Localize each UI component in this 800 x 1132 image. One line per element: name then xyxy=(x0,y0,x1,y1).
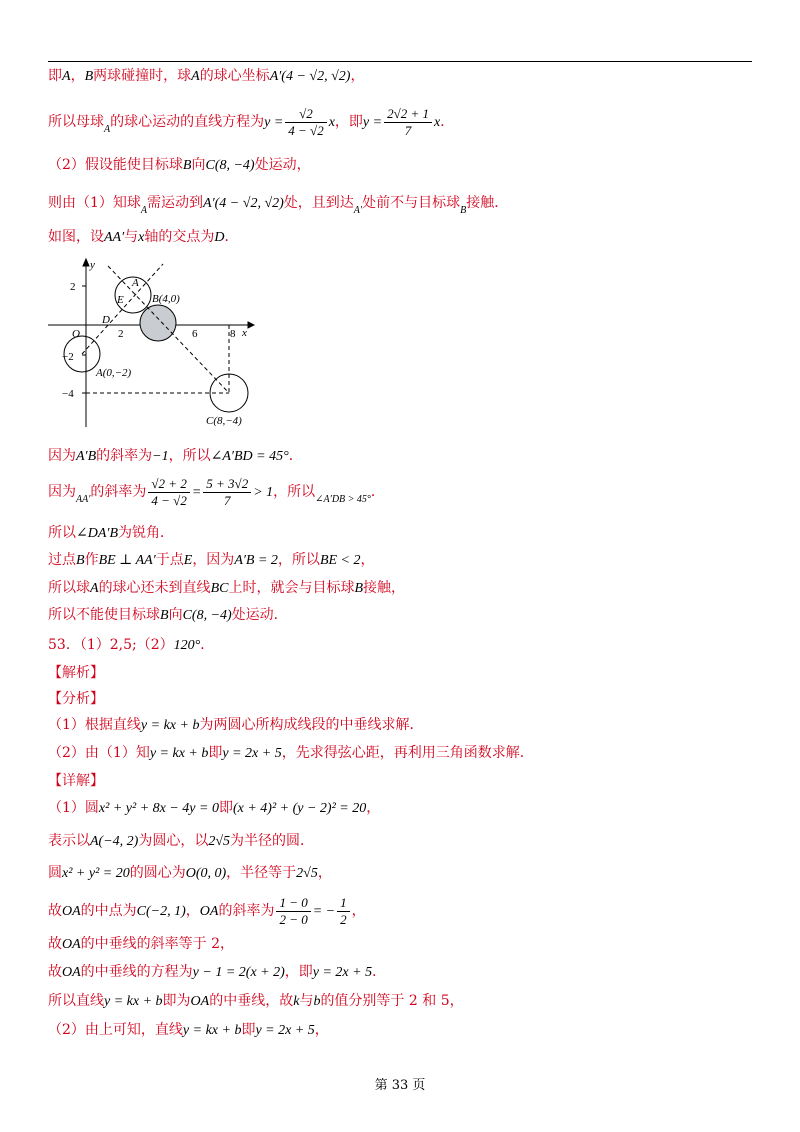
math: k xyxy=(293,994,300,1009)
text: ． xyxy=(200,637,215,653)
text: ， xyxy=(317,865,332,881)
text: 的中点为 xyxy=(80,903,137,919)
math: OA xyxy=(62,965,81,980)
text: （2）由上可知，直线 xyxy=(48,1022,183,1038)
math: b xyxy=(313,994,321,1009)
text: 需运动到 xyxy=(147,195,204,211)
math: x xyxy=(434,115,441,130)
text: 所以球 xyxy=(48,580,90,596)
math: A′B xyxy=(76,449,97,464)
text: ， xyxy=(314,1022,329,1038)
text: 接触． xyxy=(466,195,509,211)
math: y = 2x + 5 xyxy=(255,1023,315,1038)
text: （1）根据直线 xyxy=(48,717,141,733)
math: AA′ xyxy=(104,230,125,245)
text: 作 xyxy=(84,552,99,568)
text: 的值分别等于 2 和 5， xyxy=(320,993,464,1009)
math: y = xyxy=(264,115,284,130)
text: 即 xyxy=(48,68,62,84)
section-label-analysis xyxy=(48,663,104,683)
text: 圆 xyxy=(48,865,62,881)
fraction-denominator: 4 − √2 xyxy=(288,122,324,138)
point-b-label: B(4,0) xyxy=(152,293,180,305)
y-tick-label-2: 2 xyxy=(70,281,76,293)
math: BC xyxy=(210,581,229,596)
text-line-4 xyxy=(48,193,508,221)
text: 的球心还未到直线 xyxy=(98,580,211,596)
section-label-outline xyxy=(48,689,104,709)
text: ， xyxy=(185,903,200,919)
text: 所以直线 xyxy=(48,993,104,1009)
text-line-9 xyxy=(48,550,375,571)
text: 因为 xyxy=(48,448,76,464)
fraction-denominator: 2 − 0 xyxy=(279,911,308,927)
math: OA xyxy=(199,904,219,919)
math: C(−2, 1) xyxy=(136,904,186,919)
math: x² + y² + 8x − 4y = 0 xyxy=(98,801,219,816)
text: ，即 xyxy=(284,964,313,980)
coordinate-figure xyxy=(48,252,263,432)
page-number: 第 33 页 xyxy=(374,1078,426,1093)
origin-label: O xyxy=(72,328,80,340)
text: ， xyxy=(366,800,381,816)
math: 120° xyxy=(173,638,201,653)
text: 为两圆心所构成线段的中垂线求解． xyxy=(199,717,424,733)
math: BE < 2 xyxy=(319,553,361,568)
math: A′B = 2 xyxy=(234,553,278,568)
math: A xyxy=(191,69,200,84)
text-line-19 xyxy=(48,831,314,852)
text: 处运动， xyxy=(254,157,311,173)
text-line-18 xyxy=(48,798,380,819)
text: 即 xyxy=(241,1022,256,1038)
text: ． xyxy=(372,964,387,980)
text: 故 xyxy=(48,964,62,980)
math: x xyxy=(138,230,145,245)
text: 所以不能使目标球 xyxy=(48,607,160,623)
math: A′(4 − √2, √2) xyxy=(203,196,284,211)
text: 向 xyxy=(191,157,206,173)
math: = xyxy=(191,485,202,500)
math: OA xyxy=(62,904,81,919)
text: 的球心坐标 xyxy=(199,68,270,84)
math: y = kx + b xyxy=(182,1023,242,1038)
math: A xyxy=(104,124,111,135)
text: ，即 xyxy=(334,114,363,130)
text-line-23 xyxy=(48,962,386,983)
math: OA xyxy=(62,937,81,952)
text: 处前不与目标球 xyxy=(362,195,461,211)
text: 故 xyxy=(48,936,62,952)
math: A′(4 − √2, √2) xyxy=(269,69,351,84)
text: 的中垂线的斜率等于 2， xyxy=(80,936,235,952)
text-line-7 xyxy=(48,474,385,518)
x-tick-label-2: 2 xyxy=(118,328,124,340)
fraction xyxy=(203,476,251,509)
text-line-20 xyxy=(48,863,332,884)
math: −1 xyxy=(152,449,169,464)
text: ． xyxy=(370,484,385,500)
text: 为半径的圆． xyxy=(230,833,315,849)
fraction xyxy=(285,106,326,139)
text-line-2 xyxy=(48,104,454,148)
fraction-numerator: 2√2 + 1 xyxy=(384,106,432,123)
text: 故 xyxy=(48,903,62,919)
fraction xyxy=(337,895,350,928)
text: ． xyxy=(224,229,239,245)
x-tick-label-8: 8 xyxy=(230,328,236,340)
math: C(8, −4) xyxy=(205,158,255,173)
text-line-11 xyxy=(48,605,288,626)
text: 的圆心为 xyxy=(129,865,186,881)
text-line-1 xyxy=(48,66,364,87)
text: 【分析】 xyxy=(48,691,104,707)
point-a-prime-label: A xyxy=(132,277,139,289)
text-line-24 xyxy=(48,991,464,1012)
text: 即 xyxy=(218,800,233,816)
text-line-25 xyxy=(48,1020,329,1041)
fraction-numerator: 1 xyxy=(337,895,350,912)
text: 轴的交点为 xyxy=(144,229,215,245)
fraction-denominator: 4 − √2 xyxy=(151,492,187,508)
fraction xyxy=(148,476,189,509)
text: 【解析】 xyxy=(48,665,104,681)
text: 的斜率为 xyxy=(218,903,275,919)
x-label: x xyxy=(242,327,247,339)
math: (x + 4)² + (y − 2)² = 20 xyxy=(232,801,367,816)
math: x xyxy=(328,115,335,130)
fraction-numerator: √2 xyxy=(285,106,326,123)
y-tick-label-m4: −4 xyxy=(62,388,74,400)
text: 的球心运动的直线方程为 xyxy=(110,114,265,130)
text: 的斜率为 xyxy=(96,448,153,464)
text: ，先求得弦心距，再利用三角函数求解． xyxy=(281,745,534,761)
math: A xyxy=(62,69,71,84)
fraction-numerator: 5 + 3√2 xyxy=(203,476,251,493)
text: （1）圆 xyxy=(48,800,99,816)
header-rule xyxy=(48,61,752,62)
math: y = xyxy=(362,115,383,130)
math: B xyxy=(354,581,364,596)
text: 则由（1）知球 xyxy=(48,195,141,211)
text: 所以 xyxy=(48,525,76,541)
text: ，半径等于 xyxy=(226,865,297,881)
math: B xyxy=(76,553,85,568)
point-d-label: D xyxy=(102,314,110,326)
math: y = kx + b xyxy=(104,994,163,1009)
text: 53．（1）2,5;（2） xyxy=(48,637,174,653)
math: OA xyxy=(190,994,210,1009)
text-line-22 xyxy=(48,934,234,955)
text: 的斜率为 xyxy=(90,484,147,500)
text: 接触， xyxy=(363,580,406,596)
fraction-denominator: 7 xyxy=(223,492,231,508)
fraction xyxy=(384,106,432,139)
text-line-12 xyxy=(48,635,214,656)
math: B xyxy=(182,158,192,173)
text-line-15 xyxy=(48,715,423,736)
x-axis-arrow-icon xyxy=(248,322,254,328)
text: ，所以 xyxy=(277,552,320,568)
text: 与 xyxy=(124,229,139,245)
fraction xyxy=(276,895,310,928)
text: 为锐角． xyxy=(118,525,175,541)
fraction-denominator: 7 xyxy=(404,122,412,138)
math: E xyxy=(183,553,193,568)
y-axis-arrow-icon xyxy=(83,259,89,266)
text: 的中垂线，故 xyxy=(209,993,294,1009)
fraction-numerator: √2 + 2 xyxy=(148,476,189,493)
math: 2√5 xyxy=(296,866,318,881)
text: ， xyxy=(70,68,85,84)
text: （2）假设能使目标球 xyxy=(48,157,183,173)
text-line-8 xyxy=(48,523,174,544)
text: 即为 xyxy=(162,993,191,1009)
math: x² + y² = 20 xyxy=(62,866,130,881)
math: ∠A′BD = 45° xyxy=(210,449,289,464)
math: D xyxy=(214,230,225,245)
math: > 1 xyxy=(253,485,274,500)
math: B xyxy=(460,205,467,216)
text: ． xyxy=(288,448,303,464)
text: 与 xyxy=(299,993,314,1009)
text: ， xyxy=(350,68,365,84)
text: 所以母球 xyxy=(48,114,104,130)
text: 为圆心，以 xyxy=(138,833,209,849)
point-a-label: A(0,−2) xyxy=(96,367,132,379)
text: ． xyxy=(440,114,455,130)
fraction-denominator: 2 xyxy=(340,911,347,927)
text: 上时，就会与目标球 xyxy=(228,580,355,596)
point-e-label: E xyxy=(117,294,124,306)
text: 两球碰撞时，球 xyxy=(93,68,192,84)
math: A xyxy=(90,581,99,596)
section-label-detail xyxy=(48,771,104,791)
math: B xyxy=(160,608,169,623)
text: 处运动． xyxy=(231,607,288,623)
text: ， xyxy=(351,903,366,919)
text: 处，且到达 xyxy=(283,195,354,211)
math: y = 2x + 5 xyxy=(222,746,282,761)
text: 因为 xyxy=(48,484,76,500)
text-line-21 xyxy=(48,893,366,930)
math: y = kx + b xyxy=(149,746,209,761)
fraction-numerator: 1 − 0 xyxy=(276,895,310,912)
text-line-10 xyxy=(48,578,405,599)
math: O(0, 0) xyxy=(185,866,227,881)
text: 【详解】 xyxy=(48,773,104,789)
text-line-5 xyxy=(48,227,239,248)
text: 过点 xyxy=(48,552,76,568)
math: BE ⊥ AA′ xyxy=(98,553,156,568)
math: ∠A′DB > 45° xyxy=(315,494,371,505)
text: ，所以 xyxy=(168,448,211,464)
text: 即 xyxy=(208,745,223,761)
math: A′ xyxy=(353,205,363,216)
math: A xyxy=(140,205,148,216)
text: 向 xyxy=(168,607,183,623)
point-c-label: C(8,−4) xyxy=(206,415,242,427)
text-line-6 xyxy=(48,446,303,467)
y-tick-label-m2: −2 xyxy=(62,351,74,363)
math: y − 1 = 2(x + 2) xyxy=(192,965,285,980)
math: y = 2x + 5 xyxy=(312,965,373,980)
math: C(8, −4) xyxy=(182,608,232,623)
text: ，所以 xyxy=(273,484,316,500)
circle-b xyxy=(140,305,176,341)
math: 2√5 xyxy=(208,834,231,849)
math: B xyxy=(84,69,94,84)
x-tick-label-6: 6 xyxy=(192,328,198,340)
math: AA′ xyxy=(76,494,91,505)
text: 的中垂线的方程为 xyxy=(80,964,193,980)
text: 表示以 xyxy=(48,833,90,849)
math: A(−4, 2) xyxy=(90,834,139,849)
text: ， xyxy=(360,552,375,568)
text-line-3 xyxy=(48,155,311,176)
text: 于点 xyxy=(155,552,184,568)
y-label: y xyxy=(90,259,95,271)
math: = − xyxy=(312,904,336,919)
text: ，因为 xyxy=(192,552,235,568)
text: （2）由（1）知 xyxy=(48,745,150,761)
math: y = kx + b xyxy=(140,718,200,733)
text-line-16 xyxy=(48,743,534,764)
text: 如图，设 xyxy=(48,229,104,245)
math: ∠DA′B xyxy=(76,526,119,541)
